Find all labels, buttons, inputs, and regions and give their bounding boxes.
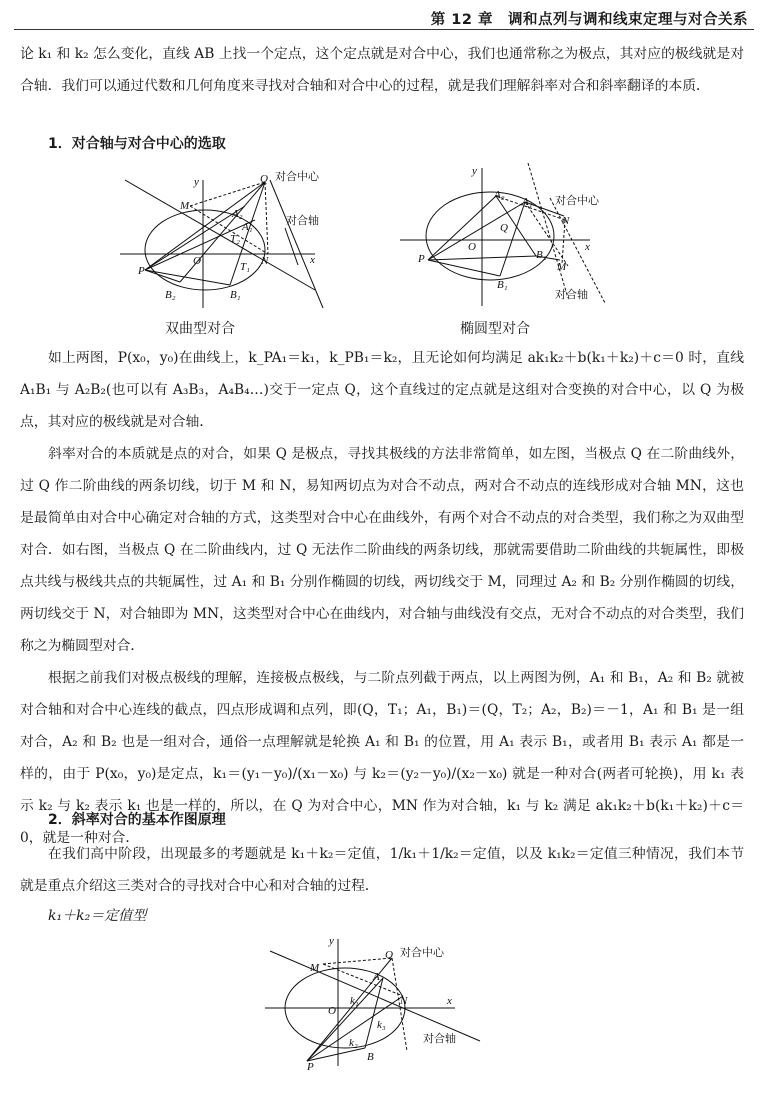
label-a: A	[373, 971, 380, 983]
label-k2: k₂	[349, 1037, 358, 1049]
sum-constant-figure	[265, 936, 495, 1071]
page-header	[0, 0, 774, 32]
label-q: Q	[260, 173, 268, 185]
label-n: N	[562, 215, 570, 227]
chapter-title: 第 12 章 调和点列与调和线束定理与对合关系	[430, 12, 748, 28]
label-n: N	[261, 255, 269, 267]
label-a1: A₁	[522, 196, 533, 208]
label-involution-axis: 对合轴	[423, 1033, 456, 1045]
label-y: y	[329, 936, 334, 947]
label-b2: B₂	[165, 289, 176, 301]
paragraph-1: 如上两图，P(x₀，y₀)在曲线上，k_PA₁＝k₁，k_PB₁＝k₂，且无论如何均满足 ak₁k₂＋b(k₁＋k₂)＋c＝0 时，直线 A₁B₁ 与 A₂B₂(也可以有 A₃B₃，A₄B₄…)交于一定点 Q，这个直线过的定点就是这组对合变换的对合中心，以 Q 为极点，其对应的极线就是对合轴．	[20, 350, 744, 430]
label-y: y	[194, 176, 199, 188]
label-o: O	[328, 1005, 336, 1017]
label-q: Q	[500, 222, 508, 234]
paragraph-2: 斜率对合的本质就是点的对合，如果 Q 是极点，寻找其极线的方法非常简单，如左图，当极点 Q 在二阶曲线外，过 Q 作二阶曲线的两条切线，切于 M 和 N，易知两切点为对合不动点，两对合不动点的连线形成对合轴 MN，这也是最简单由对合中心确定对合轴的方式，这类型对合中心在曲线外，有两个对合不动点的对合类型，我们称之为双曲型对合．如右图，当极点 Q 在二阶曲线内，过 Q 无法作二阶曲线的两条切线，那就需要借助二阶曲线的共轭属性，即极点共线与极线共点的共轭属性，过 A₁ 和 B₁ 分别作椭圆的切线，两切线交于 M，同理过 A₂ 和 B₂ 分别作椭圆的切线，两切线交于 N，对合轴即为 MN，这类型对合中心在曲线内，对合轴与曲线没有交点，无对合不动点的对合类型，我们称之为椭圆型对合．	[20, 446, 744, 654]
subtype-heading: k₁＋k₂＝定值型	[48, 908, 147, 924]
elliptic-caption: 椭圆型对合	[460, 321, 530, 337]
label-p: P	[418, 253, 425, 265]
paragraph-4: 在我们高中阶段，出现最多的考题就是 k₁＋k₂＝定值，1/k₁＋1/k₂＝定值，以及 k₁k₂＝定值三种情况，我们本节就是重点介绍这三类对合的寻找对合中心和对合轴的过程．	[20, 846, 744, 894]
hyperbolic-caption: 双曲型对合	[165, 321, 235, 337]
label-a2: A₂	[494, 189, 505, 201]
label-x: x	[585, 241, 590, 253]
label-involution-center: 对合中心	[555, 195, 599, 207]
section-1-title: 1．对合轴与对合中心的选取	[48, 136, 226, 152]
label-m: M	[557, 261, 567, 273]
label-involution-center: 对合中心	[400, 947, 444, 959]
label-b1: B₁	[497, 279, 508, 291]
section-2-title: 2．斜率对合的基本作图原理	[48, 812, 226, 828]
label-t2: T₂	[230, 233, 240, 245]
label-x: x	[310, 254, 315, 266]
label-m: M	[180, 200, 190, 212]
label-a2: A₂	[232, 208, 243, 220]
hyperbolic-involution-figure	[120, 160, 340, 310]
label-b2: B₂	[536, 249, 547, 261]
label-b: B	[367, 1051, 374, 1063]
label-o: O	[468, 241, 476, 253]
label-p: P	[138, 265, 145, 277]
label-o: O	[193, 255, 201, 267]
label-k1: k₁	[350, 995, 359, 1007]
label-b1: B₁	[230, 289, 241, 301]
intro-paragraph: 论 k₁ 和 k₂ 怎么变化，直线 AB 上找一个定点，这个定点就是对合中心，我们也通常称之为极点，其对应的极线就是对合轴．我们可以通过代数和几何角度来寻找对合轴和对合中心的过程，就是我们理解斜率对合和斜率翻译的本质．	[20, 46, 744, 94]
label-involution-center: 对合中心	[275, 171, 319, 183]
label-n: N	[400, 995, 408, 1007]
elliptic-involution-figure	[400, 158, 615, 308]
label-m: M	[310, 962, 320, 974]
header-rule	[14, 29, 754, 30]
paragraph-3: 根据之前我们对极点极线的理解，连接极点极线，与二阶点列截于两点，以上两图为例，A₁ 和 B₁，A₂ 和 B₂ 就被对合轴和对合中心连线的截点，四点形成调和点列，即(Q，T₁；A₁，B₁)＝(Q，T₂；A₂，B₂)＝－1，A₁ 和 B₁ 是一组对合，A₂ 和 B₂ 也是一组对合，通俗一点理解就是轮换 A₁ 和 B₁ 的位置，用 A₁ 表示 B₁，或者用 B₁ 表示 A₁ 都是一样的，由于 P(x₀，y₀)是定点，k₁＝(y₁－y₀)/(x₁－x₀) 与 k₂＝(y₂－y₀)/(x₂－x₀) 就是一种对合(两者可轮换)，用 k₁ 表示 k₂ 与 k₂ 表示 k₁ 也是一样的，所以，在 Q 为对合中心，MN 作为对合轴，k₁ 与 k₂ 满足 ak₁k₂＋b(k₁＋k₂)＋c＝0，就是一种对合．	[20, 670, 744, 846]
label-y: y	[472, 165, 477, 177]
label-q: Q	[385, 949, 393, 961]
label-a1: A₁	[242, 221, 253, 233]
label-p: P	[307, 1061, 314, 1071]
label-k3: k₃	[377, 1019, 386, 1031]
label-involution-axis: 对合轴	[555, 289, 588, 301]
label-involution-axis: 对合轴	[286, 215, 319, 227]
label-t1: T₁	[240, 261, 250, 273]
label-x: x	[447, 995, 452, 1007]
